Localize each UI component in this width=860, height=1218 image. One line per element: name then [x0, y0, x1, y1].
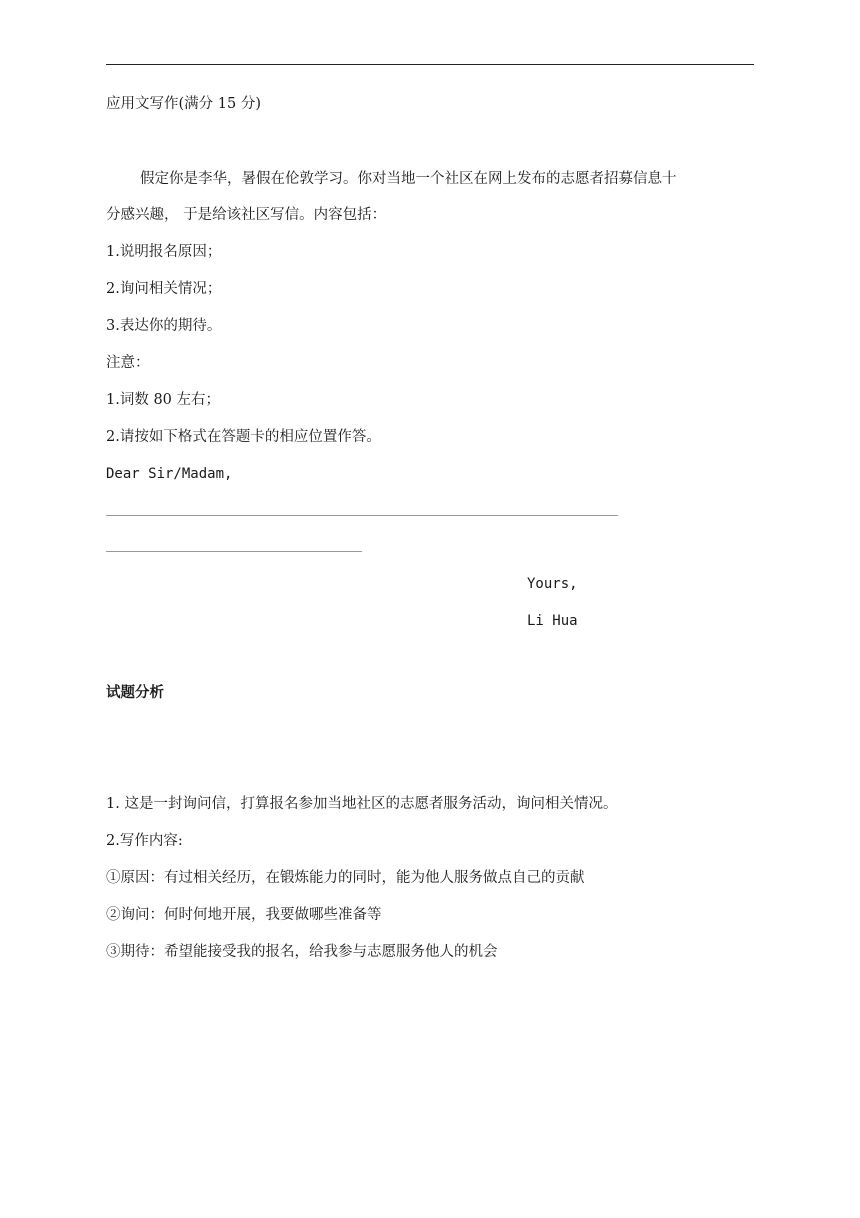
content-point-3: 3.表达你的期待。	[106, 318, 222, 334]
prompt-line-1: 假定你是李华，暑假在伦敦学习。你对当地一个社区在网上发布的志愿者招募信息十	[140, 171, 677, 187]
analysis-item-2: ②询问：何时何地开展，我要做哪些准备等	[106, 907, 382, 923]
signature: Li Hua	[527, 613, 578, 629]
content-point-2: 2.询问相关情况；	[106, 281, 222, 297]
task-title: 应用文写作(满分 15 分)	[106, 96, 261, 112]
note-1: 1.词数 80 左右；	[106, 392, 221, 408]
analysis-item-3: ③期待：希望能接受我的报名，给我参与志愿服务他人的机会	[106, 944, 498, 960]
analysis-heading: 试题分析	[106, 685, 164, 701]
answer-blank-line-2	[106, 551, 362, 552]
analysis-item-1: ①原因：有过相关经历，在锻炼能力的同时，能为他人服务做点自己的贡献	[106, 870, 585, 886]
analysis-line-2: 2.写作内容:	[106, 833, 183, 849]
analysis-line-1: 1. 这是一封询问信，打算报名参加当地社区的志愿者服务活动，询问相关情况。	[106, 796, 618, 812]
closing: Yours,	[527, 576, 578, 592]
salutation: Dear Sir/Madam,	[106, 466, 233, 482]
notes-label: 注意：	[106, 355, 150, 371]
note-2: 2.请按如下格式在答题卡的相应位置作答。	[106, 429, 381, 445]
header-rule	[106, 64, 754, 65]
content-point-1: 1.说明报名原因；	[106, 244, 222, 260]
answer-blank-line-1	[106, 515, 618, 516]
prompt-line-2: 分感兴趣， 于是给该社区写信。内容包括：	[106, 207, 387, 223]
